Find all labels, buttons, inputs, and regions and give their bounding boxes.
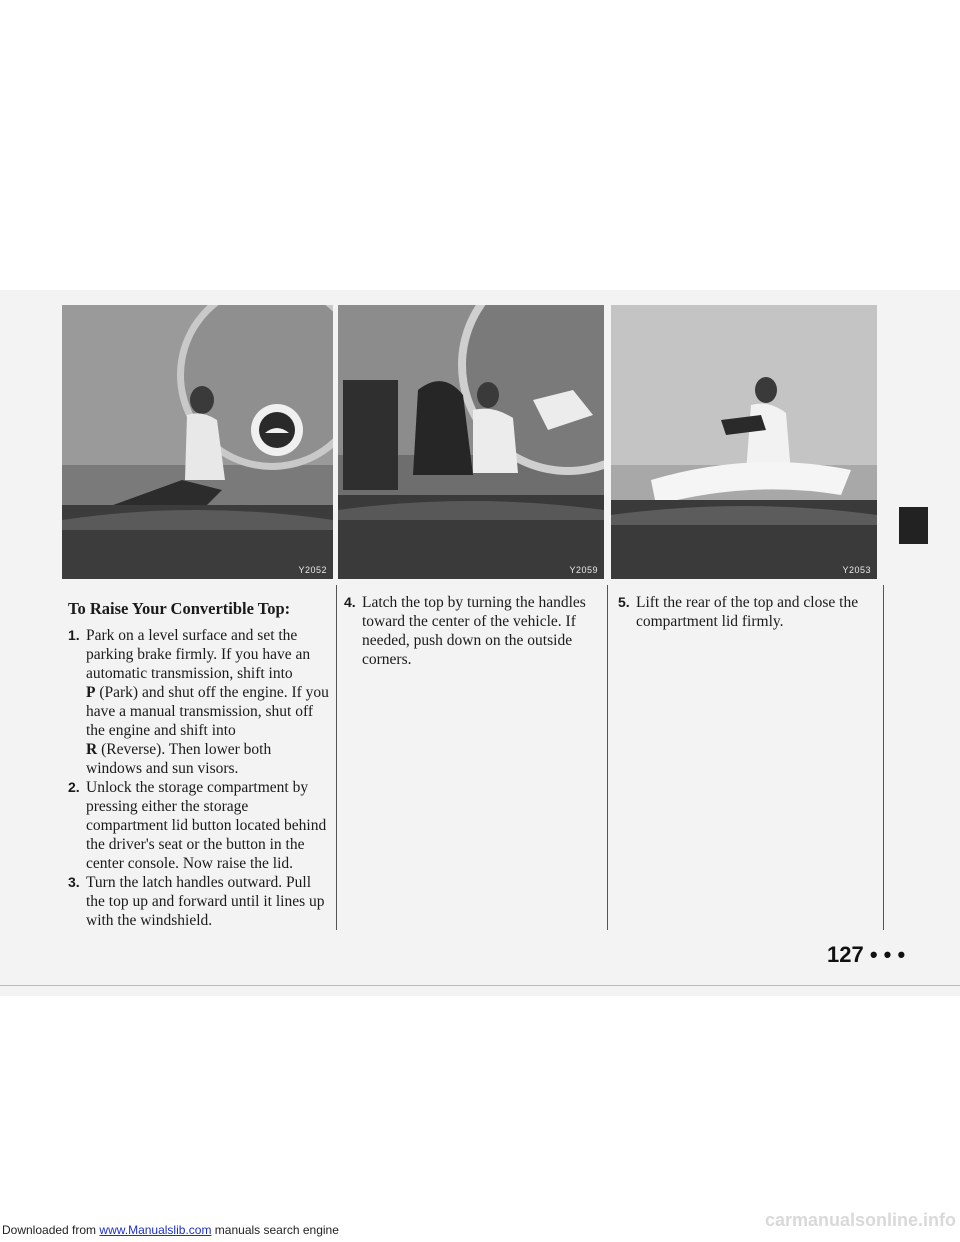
step-number: 1. xyxy=(68,627,80,643)
photo-code: Y2053 xyxy=(842,565,871,575)
step-4 xyxy=(344,593,600,669)
step-text: Latch the top by turning the handles toward the center of the vehicle. If needed, push down on the outside corners. xyxy=(362,594,586,668)
step-number: 4. xyxy=(344,594,356,610)
step-number: 2. xyxy=(68,779,80,795)
step-number: 3. xyxy=(68,874,80,890)
step-text-part: (Park) and shut off the engine. If you have a manual transmission, shut off the engine and shift into xyxy=(86,684,329,739)
step-3 xyxy=(68,873,330,930)
photo-raising-top-step1 xyxy=(62,305,333,579)
top-margin xyxy=(0,0,960,290)
footer-suffix: manuals search engine xyxy=(214,1223,339,1237)
column-divider xyxy=(883,585,884,930)
page-number: 127 • • • xyxy=(827,942,906,967)
page-bottom-rule xyxy=(0,985,960,986)
step-text-part: Park on a level surface and set the parking brake firmly. If you have an automatic transmission, shift into xyxy=(86,627,311,682)
step-text: Lift the rear of the top and close the compartment lid firmly. xyxy=(636,594,859,630)
photo-closing-lid xyxy=(611,305,877,579)
section-tab-marker xyxy=(899,507,928,544)
step-5 xyxy=(618,593,874,631)
column-divider xyxy=(607,585,608,930)
photo-code: Y2052 xyxy=(298,565,327,575)
photo-code: Y2059 xyxy=(569,565,598,575)
instructions-column-2 xyxy=(344,593,600,669)
bottom-margin xyxy=(0,996,960,1242)
instructions-column-1 xyxy=(68,593,330,930)
download-footer xyxy=(2,1223,339,1237)
step-1 xyxy=(68,626,330,778)
step-text xyxy=(86,626,330,778)
section-heading: To Raise Your Convertible Top: xyxy=(68,599,291,618)
gear-label-reverse: R xyxy=(86,741,98,758)
photo-latching-top xyxy=(338,305,604,579)
footer-prefix: Downloaded from xyxy=(2,1223,97,1237)
manualslib-link[interactable]: www.Manualslib.com xyxy=(99,1223,212,1237)
watermark-text: carmanualsonline.info xyxy=(765,1210,957,1230)
step-text: Unlock the storage compartment by pressing either the storage compartment lid button located behind the driver's seat or the button in the center console. Now raise the lid. xyxy=(86,779,327,872)
step-number: 5. xyxy=(618,594,630,610)
step-2 xyxy=(68,778,330,873)
instructions-column-3 xyxy=(618,593,874,631)
column-divider xyxy=(336,585,337,930)
gear-label-park: P xyxy=(86,684,96,701)
step-text: Turn the latch handles outward. Pull the top up and forward until it lines up with the windshield. xyxy=(86,874,325,929)
step-text-part: (Reverse). Then lower both windows and sun visors. xyxy=(86,741,272,777)
